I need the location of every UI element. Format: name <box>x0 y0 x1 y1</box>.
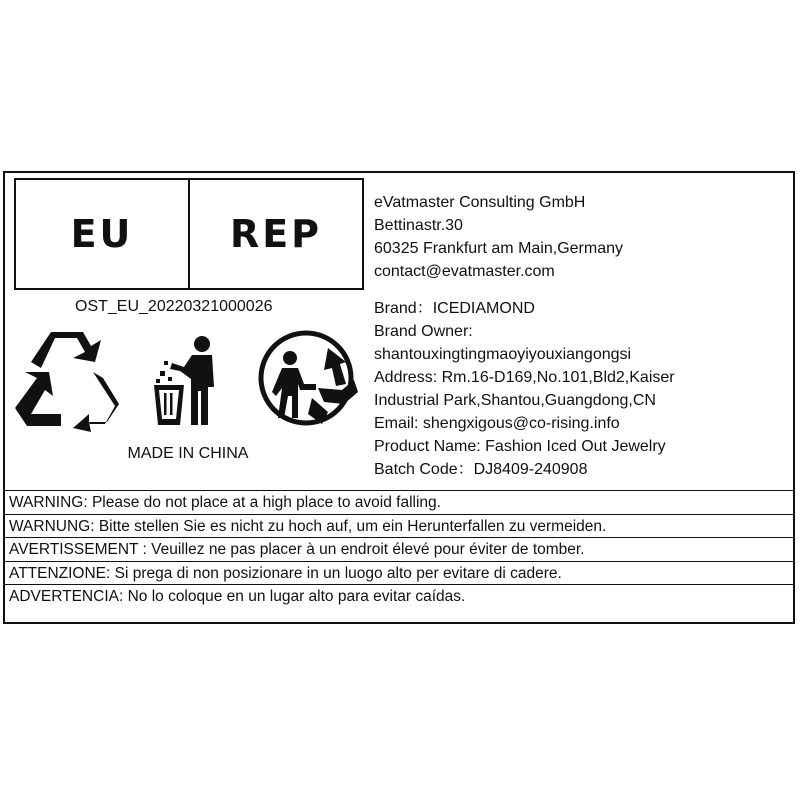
tidy-man-icon <box>150 335 225 427</box>
triman-icon <box>258 328 358 428</box>
warning-it: ATTENZIONE: Si prega di non posizionare in un luogo alto per evitare di cadere. <box>5 561 793 585</box>
warning-en: WARNING: Please do not place at a high place to avoid falling. <box>5 490 793 514</box>
rep-company-name: eVatmaster Consulting GmbH <box>374 194 586 211</box>
rep-email: contact@evatmaster.com <box>374 263 555 280</box>
product-label <box>3 171 795 624</box>
rep-street: Bettinastr.30 <box>374 217 463 234</box>
eu-rep-box <box>14 178 364 290</box>
brand: Brand：ICEDIAMOND <box>374 300 535 317</box>
eu-representative-info <box>374 191 623 283</box>
rep-text: REP <box>188 180 362 288</box>
product-name: Product Name: Fashion Iced Out Jewelry <box>374 438 666 455</box>
product-info <box>374 297 675 481</box>
made-in-china: MADE IN CHINA <box>127 445 249 462</box>
registration-number: OST_EU_20220321000026 <box>75 298 273 315</box>
symbol-row <box>5 323 365 433</box>
warning-es: ADVERTENCIA: No lo coloque en un lugar alto para evitar caídas. <box>5 584 793 608</box>
brand-owner-name: shantouxingtingmaoyiyouxiangongsi <box>374 346 632 363</box>
rep-city: 60325 Frankfurt am Main,Germany <box>374 240 623 257</box>
batch-code: Batch Code：DJ8409-240908 <box>374 461 588 478</box>
recycle-icon <box>11 328 119 432</box>
address-line-1: Address: Rm.16-D169,No.101,Bld2,Kaiser <box>374 369 675 386</box>
warnings-table <box>5 490 793 608</box>
address-line-2: Industrial Park,Shantou,Guangdong,CN <box>374 392 656 409</box>
eu-text: EU <box>70 212 134 256</box>
warning-de: WARNUNG: Bitte stellen Sie es nicht zu hoch auf, um ein Herunterfallen zu vermeiden. <box>5 514 793 538</box>
owner-email: Email: shengxigous@co-rising.info <box>374 415 620 432</box>
warning-fr: AVERTISSEMENT : Veuillez ne pas placer à un endroit élevé pour éviter de tomber. <box>5 537 793 561</box>
brand-owner-label: Brand Owner: <box>374 323 473 340</box>
